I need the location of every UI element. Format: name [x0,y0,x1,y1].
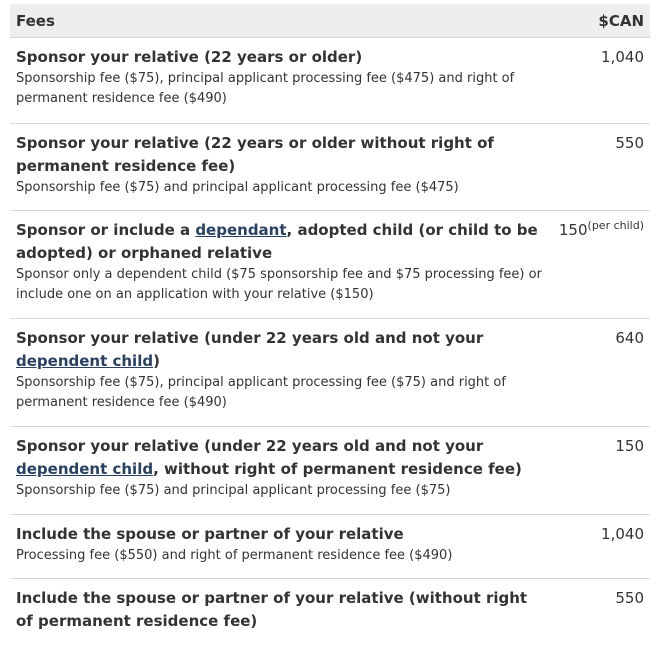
fee-title: Sponsor your relative (under 22 years old and not your dependent child, without right of permanent residence fee) [16,437,522,478]
fee-amount: 550 [615,589,644,607]
fee-description [16,219,546,318]
fee-amount: 1,040 [601,48,644,66]
fee-title: Sponsor your relative (under 22 years old and not your dependent child) [16,329,484,370]
dependent-child-link[interactable]: dependent child [16,352,154,370]
fee-description [16,327,546,426]
fee-description [16,587,546,647]
fee-amount: $150^{(per child)}$ [558,219,644,239]
table-row [10,579,650,647]
fee-detail: Sponsorship fee ($75) and principal applicant processing fee ($475) [16,180,459,195]
fee-description [16,523,546,578]
fee-detail: Sponsorship fee ($75) and principal applicant processing fee ($75) [16,483,451,498]
table-row [10,427,650,515]
fees-column-header: Fees [16,11,55,30]
fee-detail: Processing fee ($550) and right of permanent residence fee ($490) [16,548,453,563]
fee-title: Sponsor your relative (22 years or older) [16,48,363,66]
table-row [10,515,650,579]
fee-amount: 150 [615,437,644,455]
table-row [10,211,650,319]
fee-amount: 550 [615,134,644,152]
per-child-note: (per child) [587,219,644,232]
fee-detail: Sponsorship fee ($75), principal applicant processing fee ($75) and right of permanent residence fee ($490) [16,375,506,410]
dependant-link[interactable]: dependant [195,221,287,239]
fees-table [10,4,650,647]
fee-description [16,435,546,514]
fee-amount: 1,040 [601,525,644,543]
table-row [10,319,650,427]
fee-title: Sponsor or include a dependant, adopted child (or child to be adopted) or orphaned relative [16,221,538,262]
currency-column-header: $CAN [598,11,644,30]
fee-title: Include the spouse or partner of your relative [16,525,404,543]
fee-detail: Sponsor only a dependent child ($75 sponsorship fee and $75 processing fee) or include one on an application with your relative ($150) [16,267,542,302]
fee-description [16,46,546,123]
table-row [10,124,650,211]
fee-title: Include the spouse or partner of your relative (without right of permanent residence fee) [16,589,528,630]
fee-amount: 640 [615,329,644,347]
table-header [10,4,650,38]
fee-title: Sponsor your relative (22 years or older without right of permanent residence fee) [16,134,494,175]
table-row [10,38,650,124]
fee-description [16,132,546,210]
fee-detail: Sponsorship fee ($75), principal applicant processing fee ($475) and right of permanent residence fee ($490) [16,71,515,106]
dependent-child-link[interactable]: dependent child [16,460,154,478]
